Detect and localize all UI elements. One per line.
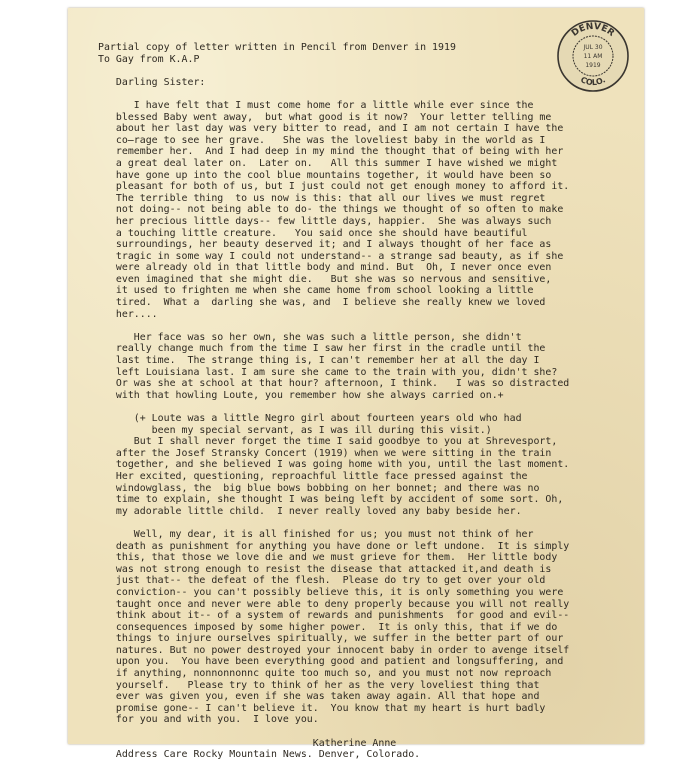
letter-line: death as punishment for anything you have done or left undone. It is simply bbox=[98, 540, 570, 552]
letter-line: last time. The strange thing is, I can't remember her at all the day I bbox=[98, 355, 540, 367]
letter-page bbox=[68, 8, 644, 761]
letter-line: To Gay from K.A.P bbox=[98, 53, 200, 65]
letter-line: conviction-- you can't possibly believe this, it is only something you were bbox=[98, 586, 564, 598]
letter-line: my adorable little child. I never really loved any baby beside her. bbox=[98, 505, 522, 517]
letter-line: her.... bbox=[98, 308, 158, 320]
letter-line bbox=[98, 401, 569, 413]
letter-line: this, that those we love die and we must grieve for them. Her little body bbox=[98, 552, 558, 564]
letter-line: Partial copy of letter written in Pencil from Denver in 1919 bbox=[98, 42, 456, 53]
letter-line: The terrible thing to us now is this: that all our lives we must regret bbox=[98, 192, 546, 204]
postmark-state: COLO. bbox=[579, 75, 607, 88]
letter-line: surroundings, her beauty deserved it; and I always thought of her face as bbox=[98, 239, 552, 251]
letter-line: blessed Baby went away, but what good is it now? Your letter telling me bbox=[98, 111, 552, 123]
letter-line: (+ Loute was a little Negro girl about fourteen years old who had bbox=[98, 413, 522, 424]
letter-line: taught once and never were able to deny properly because you will not really bbox=[98, 598, 570, 610]
letter-line: time to explain, she thought I was being left by accident of some sort. Oh, bbox=[98, 494, 564, 506]
letter-line: upon you. You have been everything good and patient and longsuffering, and bbox=[98, 656, 564, 668]
postmark-stamp bbox=[554, 16, 632, 94]
letter-line bbox=[98, 88, 569, 100]
letter-line: together, and she believed I was going home with you, until the last moment. bbox=[98, 459, 570, 471]
postmark-date: JUL 30 bbox=[583, 44, 603, 51]
letter-line: about her last day was very bitter to read, and I am not certain I have the bbox=[98, 123, 564, 135]
letter-line: a touching little creature. You said once she should have beautiful bbox=[98, 227, 528, 239]
letter-line: really change much from the time I saw her first in the cradle until the bbox=[98, 343, 546, 355]
letter-line: with that howling Loute, you remember how she always carried on.+ bbox=[98, 389, 504, 401]
postmark-time: 11 AM bbox=[583, 53, 603, 60]
letter-line: windowglass, the big blue bows bobbing on her bonnet; and there was no bbox=[98, 482, 540, 494]
letter-line: Katherine Anne bbox=[98, 737, 397, 749]
letter-line: it used to frighten me when she came home from school looking a little bbox=[98, 285, 534, 297]
letter-line: remember her. And I had deep in my mind the thought that of being with her bbox=[98, 146, 564, 158]
letter-line: a great deal later on. Later on. All this summer I have wished we might bbox=[98, 157, 558, 169]
letter-line: Address Care Rocky Mountain News. Denver, Colorado. bbox=[98, 749, 421, 761]
letter-line: pleasant for both of us, but I just could not get enough money to afford it. bbox=[98, 181, 570, 193]
letter-line: promise gone-- I can't believe it. You know that my heart is hurt badly bbox=[98, 702, 546, 714]
postmark-year: 1919 bbox=[585, 62, 601, 69]
letter-line: left Louisiana last. I am sure she came to the train with you, didn't she? bbox=[98, 366, 558, 378]
letter-line: things to injure ourselves spiritually, we suffer in the better part of our bbox=[98, 633, 564, 645]
letter-body bbox=[98, 42, 569, 761]
letter-line: if anything, nonnonnonnc quite too much so, and you must not now reproach bbox=[98, 668, 552, 680]
letter-line: Well, my dear, it is all finished for us; you must not think of her bbox=[98, 528, 534, 540]
letter-line: her precious little days-- few little days, happier. She was always such bbox=[98, 215, 552, 227]
letter-line: tragic in some way I could not understand-- a strange sad beauty, as if she bbox=[98, 250, 564, 262]
letter-line: been my special servant, as I was ill during this visit.) bbox=[98, 424, 492, 436]
letter-line: not doing-- not being able to do- the things we thought of so often to make bbox=[98, 204, 564, 216]
letter-line: Darling Sister: bbox=[98, 76, 206, 88]
letter-line: ever was given you, even if she was taken away again. All that hope and bbox=[98, 691, 540, 703]
letter-line: even imagined that she might die. But she was so nervous and sensitive, bbox=[98, 273, 552, 285]
letter-line: after the Josef Stransky Concert (1919) when we were sitting in the train bbox=[98, 447, 552, 459]
letter-line: just that-- the defeat of the flesh. Please do try to get over your old bbox=[98, 575, 546, 587]
letter-line bbox=[98, 65, 569, 77]
letter-line: Her excited, questioning, reproachful little face pressed against the bbox=[98, 470, 528, 482]
letter-line bbox=[98, 517, 569, 529]
letter-line: But I shall never forget the time I said goodbye to you at Shrevesport, bbox=[98, 436, 558, 448]
letter-line: Her face was so her own, she was such a little person, she didn't bbox=[98, 331, 522, 343]
letter-line: co̶rage to see her grave. She was the loveliest baby in the world as I bbox=[98, 134, 546, 146]
letter-line: have gone up into the cool blue mountains together, it would have been so bbox=[98, 169, 552, 181]
letter-line: natures. But no power destroyed your innocent baby in order to avenge itself bbox=[98, 644, 570, 656]
letter-line bbox=[98, 726, 569, 738]
letter-line bbox=[98, 320, 569, 332]
letter-line: I have felt that I must come home for a little while ever since the bbox=[98, 99, 534, 111]
letter-line: were already old in that little body and mind. But Oh, I never once even bbox=[98, 262, 552, 274]
letter-line: think about it-- of a system of rewards and punishments for good and evil-- bbox=[98, 610, 570, 622]
letter-line: Or was she at school at that hour? afternoon, I think. I was so distracted bbox=[98, 378, 570, 390]
letter-line: consequences imposed by some higher power. It is only this, that if we do bbox=[98, 621, 558, 633]
letter-line: was not strong enough to resist the disease that attacked it,and death is bbox=[98, 563, 552, 575]
letter-line: tired. What a darling she was, and I believe she really knew we loved bbox=[98, 297, 546, 309]
letter-line: for you and with you. I love you. bbox=[98, 714, 319, 726]
postmark-city: DENVER bbox=[570, 21, 617, 39]
letter-line: yourself. Please try to think of her as the very loveliest thing that bbox=[98, 679, 540, 691]
